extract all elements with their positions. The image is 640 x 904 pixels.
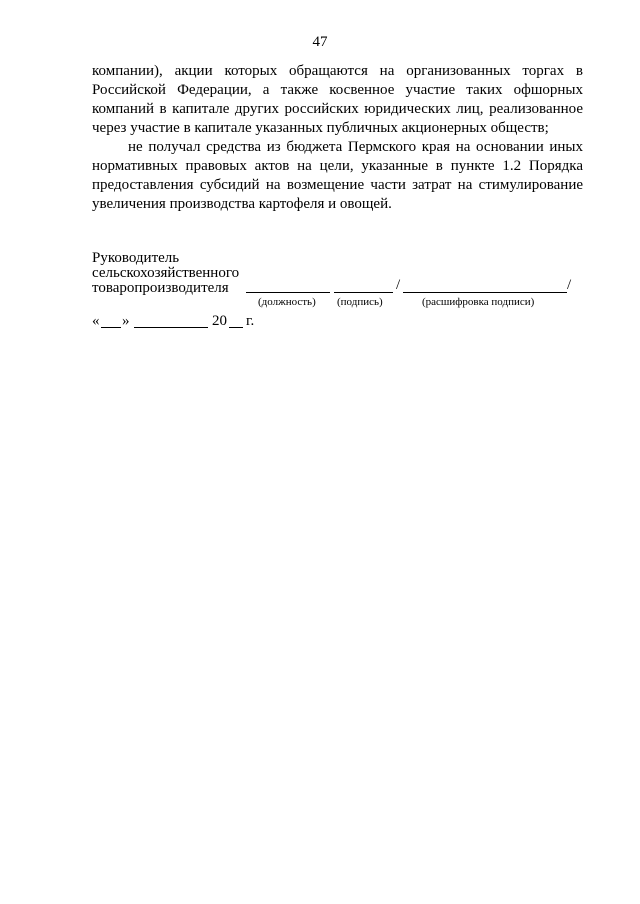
paragraph-continuation: компании), акции которых обращаются на организованных торгах в Российской Федерации, а также косвенное участие таких офшорных компаний в капитале других российских юридических лиц, реализованное через участие в капитале указанных публичных акционерных обществ;	[92, 63, 583, 136]
signature-slash-left: /	[396, 277, 401, 293]
caption-signature: (подпись)	[337, 296, 383, 308]
signatory-role	[92, 251, 239, 296]
page-number: 47	[312, 34, 328, 50]
paragraph-budget-funds	[92, 138, 583, 214]
date-close-quote: »	[122, 313, 130, 329]
position-blank-line[interactable]	[246, 292, 330, 293]
caption-decoding: (расшифровка подписи)	[422, 296, 535, 308]
date-year-prefix: 20	[212, 313, 227, 329]
date-year-blank[interactable]	[229, 327, 243, 328]
caption-position: (должность)	[258, 296, 316, 308]
signatory-role-line-3: товаропроизводителя	[92, 280, 229, 296]
date-open-quote: «	[92, 313, 100, 329]
decoding-blank-line[interactable]	[403, 292, 567, 293]
signature-blank-line[interactable]	[334, 292, 393, 293]
date-day-blank[interactable]	[101, 327, 121, 328]
date-month-blank[interactable]	[134, 327, 208, 328]
signatory-role-line-2: сельскохозяйственного	[92, 265, 240, 281]
signatory-role-line-1: Руководитель	[92, 250, 180, 266]
date-year-suffix: г.	[246, 313, 255, 329]
signature-slash-right: /	[567, 277, 572, 293]
paragraph-budget-funds-text: не получал средства из бюджета Пермского края на основании иных нормативных правовых актов на цели, указанные в пункте 1.2 Порядка предоставления субсидий на возмещение части затрат на стимулирование увеличения производства картофеля и овощей.	[92, 139, 583, 212]
